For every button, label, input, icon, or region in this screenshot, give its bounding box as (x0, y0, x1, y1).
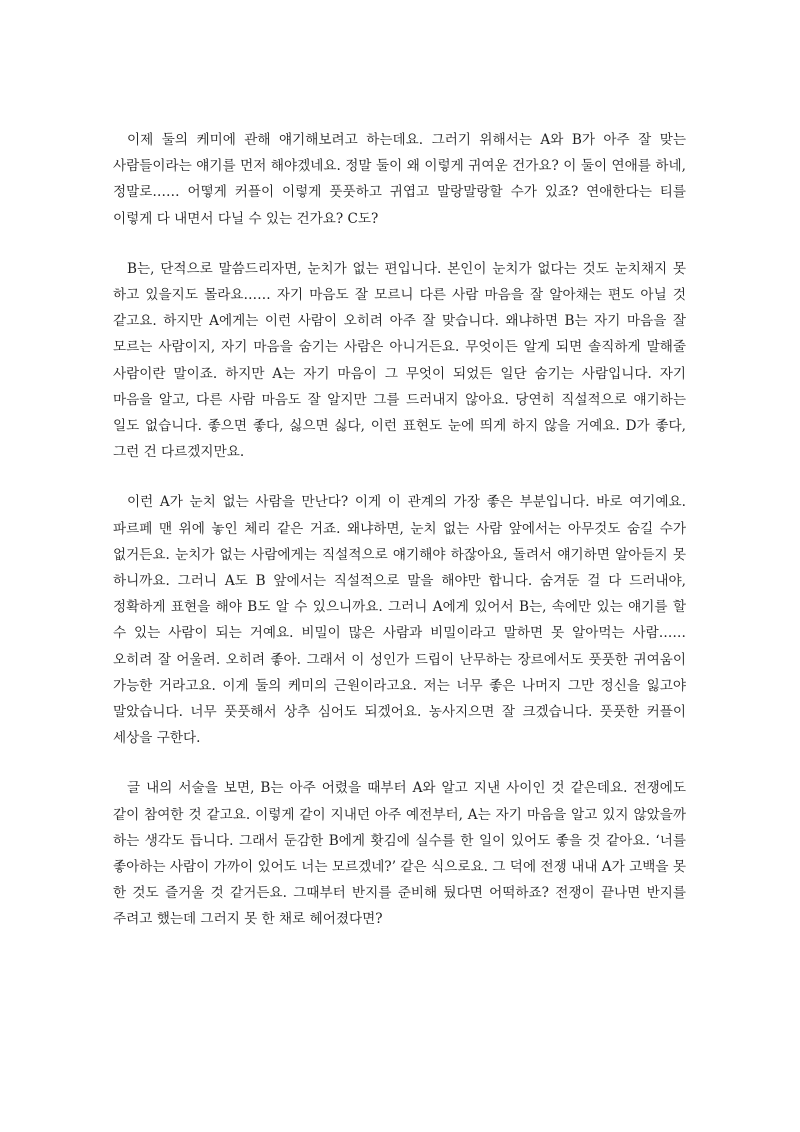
paragraph-2: B는, 단적으로 말씀드리자면, 눈치가 없는 편입니다. 본인이 눈치가 없다는 것도 눈치채지 못 하고 있을지도 몰라요…… 자기 마음도 잘 모르니 다른 사람 마음을 잘 알아채는 편도 아닐 것 같고요. 하지만 A에게는 이런 사람이 오히려 아주 잘 맞습니다. 왜냐하면 B는 자기 마음을 잘 모르는 사람이지, 자기 마음을 숨기는 사람은 아니거든요. 무엇이든 알게 되면 솔직하게 말해줄 사람이란 말이죠. 하지만 A는 자기 마음이 그 무엇이 되었든 일단 숨기는 사람입니다. 자기 마음을 알고, 다른 사람 마음도 잘 알지만 그를 드러내지 않아요. 당연히 직설적으로 얘기하는 일도 없습니다. 좋으면 좋다, 싫으면 싫다, 이런 표현도 눈에 띄게 하지 않을 거예요. D가 좋다, 그런 건 다르겠지만요. (113, 260, 686, 461)
paragraph-3: 이런 A가 눈치 없는 사람을 만난다? 이게 이 관계의 가장 좋은 부분입니다. 바로 여기예요. 파르페 맨 위에 놓인 체리 같은 거죠. 왜냐하면, 눈치 없는 사람 앞에서는 아무것도 숨길 수가 없거든요. 눈치가 없는 사람에게는 직설적으로 얘기해야 하잖아요, 돌려서 얘기하면 알아듣지 못 하니까요. 그러니 A도 B 앞에서는 직설적으로 말을 해야만 합니다. 숨겨둔 걸 다 드러내야, 정확하게 표현을 해야 B도 알 수 있으니까요. 그러니 A에게 있어서 B는, 속에만 있는 얘기를 할 수 있는 사람이 되는 거예요. 비밀이 많은 사람과 비밀이라고 말하면 못 알아먹는 사람…… 오히려 잘 어울려. 오히려 좋아. 그래서 이 성인가 드립이 난무하는 장르에서도 풋풋한 귀여움이 가능한 거라고요. 이게 둘의 케미의 근원이라고요. 저는 너무 좋은 나머지 그만 정신을 잃고야 말았습니다. 너무 풋풋해서 상추 심어도 되겠어요. 농사지으면 잘 크겠습니다. 풋풋한 커플이 세상을 구한다. (113, 494, 686, 747)
document-body (113, 127, 686, 957)
paragraph-1: 이제 둘의 케미에 관해 얘기해보려고 하는데요. 그러기 위해서는 A와 B가 아주 잘 맞는 사람들이라는 얘기를 먼저 해야겠네요. 정말 둘이 왜 이렇게 귀여운 건가요? 이 둘이 연애를 하네, 정말로…… 어떻게 커플이 이렇게 풋풋하고 귀엽고 말랑말랑할 수가 있죠? 연애한다는 티를 이렇게 다 내면서 다닐 수 있는 건가요? C도? (113, 132, 686, 227)
paragraph-4: 글 내의 서술을 보면, B는 아주 어렸을 때부터 A와 알고 지낸 사이인 것 같은데요. 전쟁에도 같이 참여한 것 같고요. 이렇게 같이 지내던 아주 예전부터, A는 자기 마음을 알고 있지 않았을까 하는 생각도 듭니다. 그래서 둔감한 B에게 홧김에 실수를 한 일이 있어도 좋을 것 같아요. ‘너를 좋아하는 사람이 가까이 있어도 너는 모르겠네?’ 같은 식으로요. 그 덕에 전쟁 내내 A가 고백을 못 한 것도 즐거울 것 같거든요. 그때부터 반지를 준비해 뒀다면 어떡하죠? 전쟁이 끝나면 반지를 주려고 했는데 그러지 못 한 채로 헤어졌다면? (113, 780, 686, 928)
